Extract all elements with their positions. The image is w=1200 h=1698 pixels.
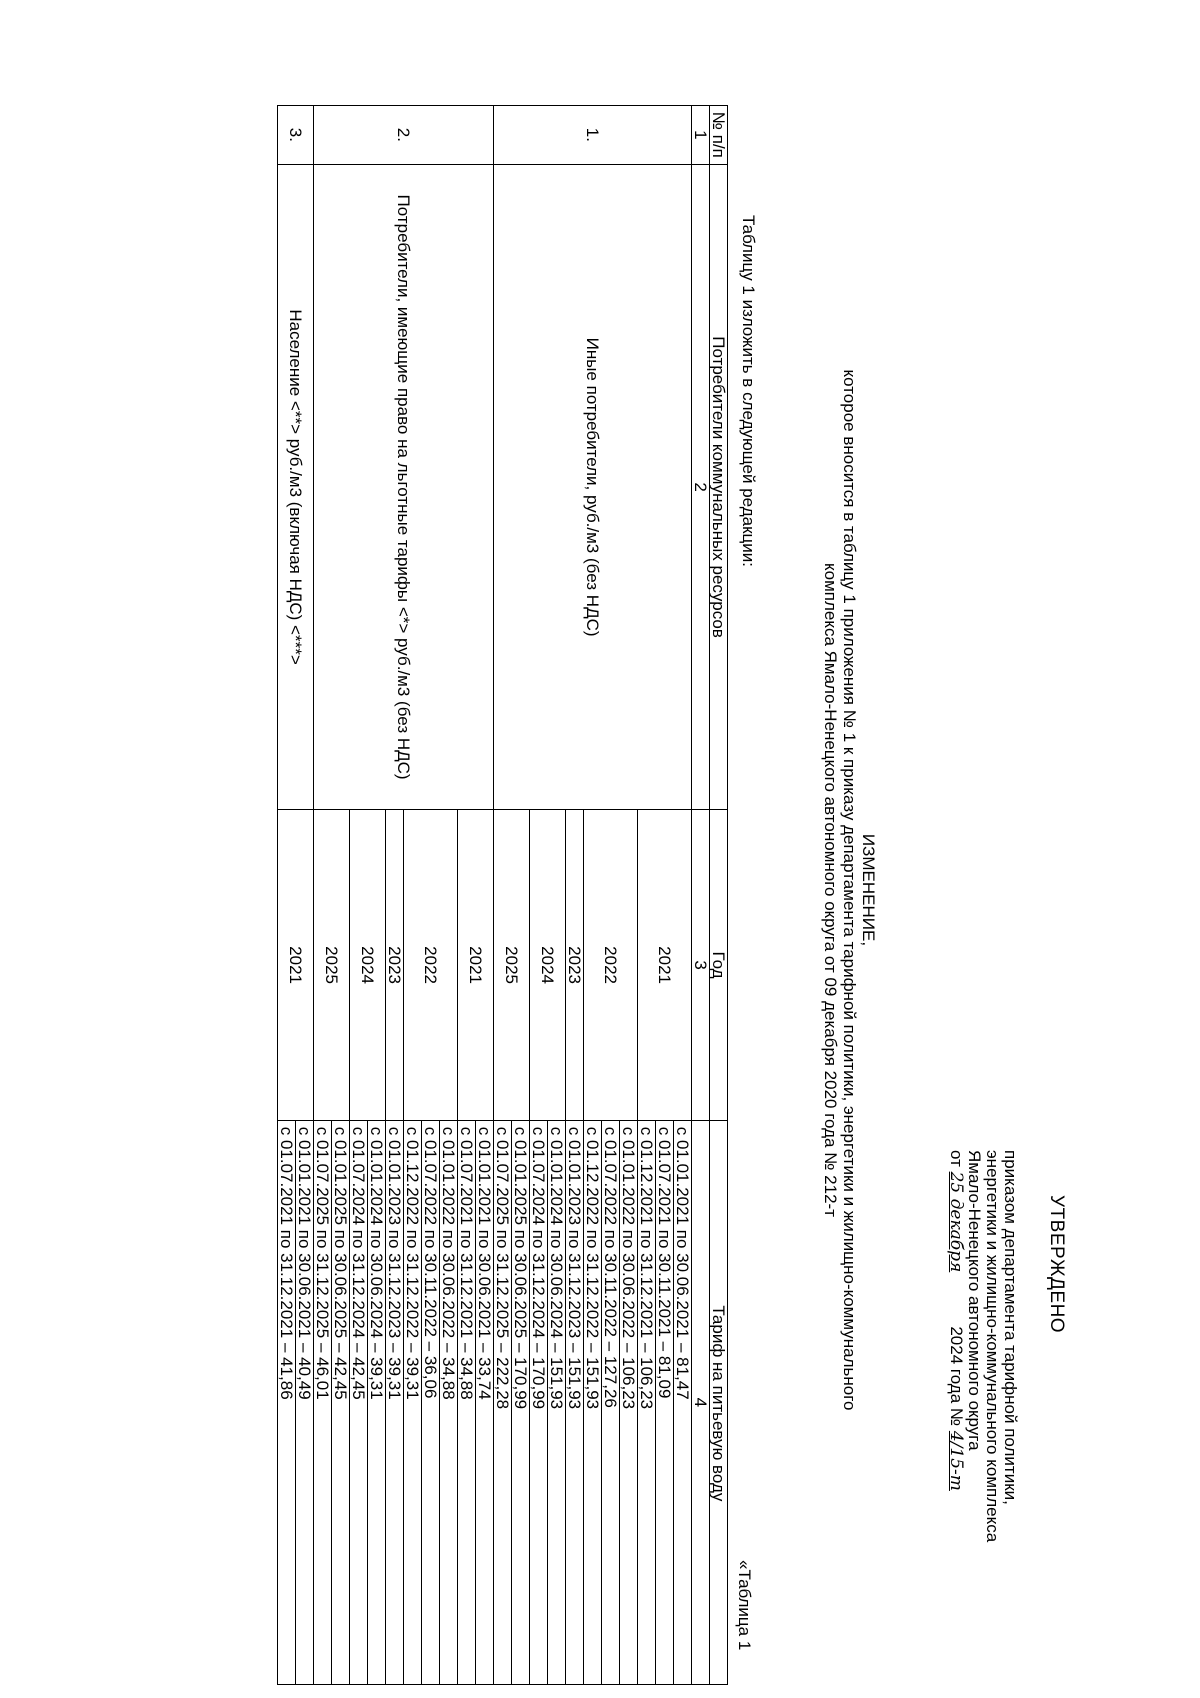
tariff-cell: с 01.01.2025 по 30.06.2025 – 42,45 <box>332 1120 350 1684</box>
table-label: «Таблица 1 <box>735 1560 754 1651</box>
handwritten-number: 4/15-т <box>946 1430 966 1491</box>
header-cell: Потребители коммунальных ресурсов <box>710 164 728 810</box>
document-heading <box>821 260 878 1520</box>
tariff-cell: с 01.01.2023 по 31.12.2023 – 151,93 <box>566 1120 584 1684</box>
header-cell: № п/п <box>710 106 728 165</box>
lead-text: Таблицу 1 изложить в следующей редакции: <box>739 215 758 568</box>
year-cell: 2022 <box>404 810 458 1120</box>
approval-line: Ямало-Ненецкого автономного округа <box>965 1150 984 1451</box>
table-row <box>476 106 494 1685</box>
header-cell: Тариф на питьевую воду <box>710 1120 728 1684</box>
row-number-cell: 3. <box>278 106 314 165</box>
tariff-cell: с 01.07.2025 по 31.12.2025 – 222,28 <box>494 1120 512 1684</box>
header-cell: Год <box>710 810 728 1120</box>
approval-block <box>947 1150 1065 1590</box>
heading-line: которое вносится в таблицу 1 приложения № 1 к приказу департамента тарифной политики, энергетики и жилищно-коммунального <box>840 369 859 1411</box>
tariff-cell: с 01.01.2021 по 30.06.2021 – 40,49 <box>296 1120 314 1684</box>
tariff-cell: с 01.07.2025 по 31.12.2025 – 46,01 <box>314 1120 332 1684</box>
tariff-cell: с 01.07.2024 по 31.12.2024 – 170,99 <box>530 1120 548 1684</box>
tariff-cell: с 01.07.2021 по 31.12.2021 – 34,88 <box>458 1120 476 1684</box>
year-cell: 2021 <box>278 810 314 1120</box>
tariff-cell: с 01.01.2021 по 30.06.2021 – 81,47 <box>674 1120 692 1684</box>
approval-date-line <box>947 1150 965 1590</box>
year-cell: 2023 <box>386 810 404 1120</box>
tariff-cell: с 01.07.2022 по 30.11.2022 – 36,06 <box>422 1120 440 1684</box>
table-header-row <box>710 106 728 1685</box>
heading-line: комплекса Ямало-Ненецкого автономного округа от 09 декабря 2020 года № 212-т <box>821 562 840 1217</box>
numbering-cell: 2 <box>692 164 710 810</box>
year-cell: 2025 <box>314 810 350 1120</box>
consumer-cell: Население <**> руб./м3 (включая НДС) <***> <box>278 164 314 810</box>
tariff-cell: с 01.01.2022 по 30.06.2022 – 34,88 <box>440 1120 458 1684</box>
tariff-cell: с 01.01.2022 по 30.06.2022 – 106,23 <box>620 1120 638 1684</box>
date-prefix: от <box>947 1150 966 1167</box>
approval-line: энергетики и жилищно-коммунального комплекса <box>983 1150 1002 1543</box>
tariff-cell: с 01.12.2021 по 31.12.2021 – 106,23 <box>638 1120 656 1684</box>
table-row <box>296 106 314 1685</box>
approval-line: приказом департамента тарифной политики, <box>1001 1150 1020 1505</box>
year-cell: 2021 <box>638 810 692 1120</box>
tariff-cell: с 01.12.2022 по 31.12.2022 – 39,31 <box>404 1120 422 1684</box>
year-cell: 2023 <box>566 810 584 1120</box>
tariff-cell: с 01.07.2021 по 31.12.2021 – 41,86 <box>278 1120 296 1684</box>
numbering-cell: 1 <box>692 106 710 165</box>
consumer-cell: Потребители, имеющие право на льготные тарифы <*> руб./м3 (без НДС) <box>314 164 494 810</box>
handwritten-date: 25 декабря <box>946 1171 966 1273</box>
tariff-cell: с 01.01.2024 по 30.06.2024 – 151,93 <box>548 1120 566 1684</box>
heading-title: ИЗМЕНЕНИЕ, <box>859 833 878 947</box>
year-cell: 2022 <box>584 810 638 1120</box>
tariff-cell: с 01.07.2021 по 30.11.2021 – 81,09 <box>656 1120 674 1684</box>
tariff-table <box>277 105 728 1685</box>
row-number-cell: 1. <box>494 106 692 165</box>
year-cell: 2024 <box>530 810 566 1120</box>
tariff-cell: с 01.01.2021 по 30.06.2021 – 33,74 <box>476 1120 494 1684</box>
tariff-cell: с 01.01.2023 по 31.12.2023 – 39,31 <box>386 1120 404 1684</box>
approval-title: УТВЕРЖДЕНО <box>1046 1195 1067 1334</box>
numbering-cell: 4 <box>692 1120 710 1684</box>
tariff-cell: с 01.07.2024 по 31.12.2024 – 42,45 <box>350 1120 368 1684</box>
row-number-cell: 2. <box>314 106 494 165</box>
tariff-cell: с 01.12.2022 по 31.12.2022 – 151,93 <box>584 1120 602 1684</box>
tariff-cell: с 01.01.2024 по 30.06.2024 – 39,31 <box>368 1120 386 1684</box>
consumer-cell: Иные потребители, руб./м3 (без НДС) <box>494 164 692 810</box>
numbering-cell: 3 <box>692 810 710 1120</box>
table-row <box>674 106 692 1685</box>
tariff-cell: с 01.01.2025 по 30.06.2025 – 170,99 <box>512 1120 530 1684</box>
year-cell: 2021 <box>458 810 494 1120</box>
year-cell: 2025 <box>494 810 530 1120</box>
year-text: 2024 года № <box>947 1326 966 1427</box>
tariff-cell: с 01.07.2022 по 30.11.2022 – 127,26 <box>602 1120 620 1684</box>
table-numbering-row <box>692 106 710 1685</box>
year-cell: 2024 <box>350 810 386 1120</box>
